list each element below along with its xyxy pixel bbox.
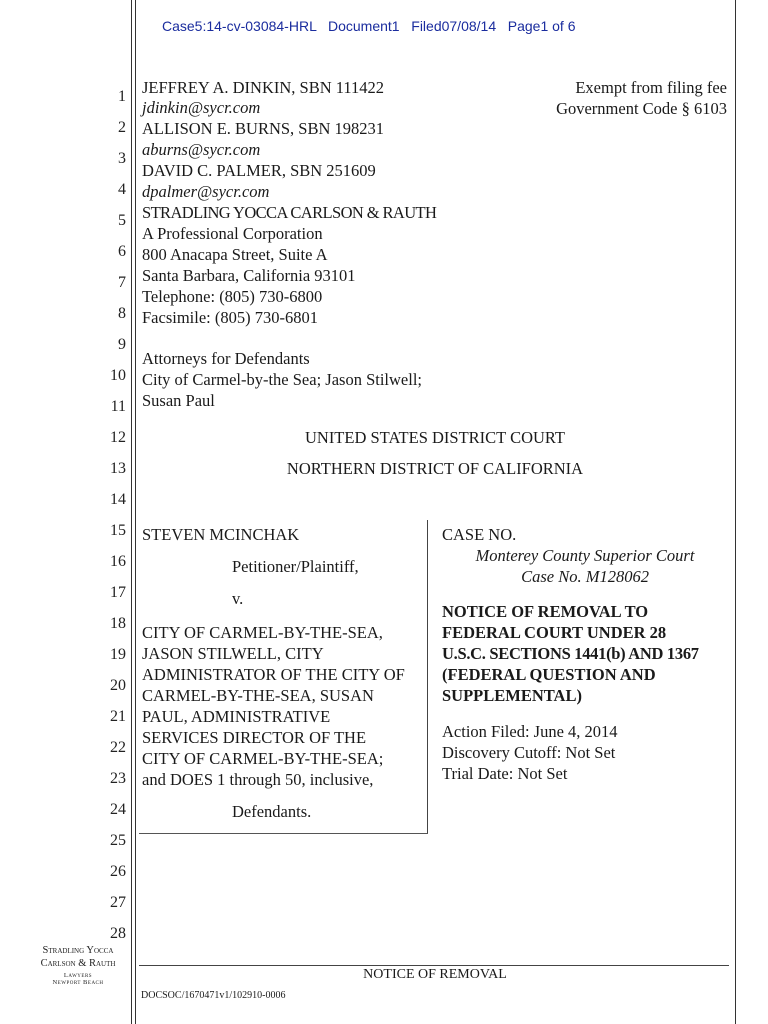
- plaintiff-role: Petitioner/Plaintiff,: [232, 557, 359, 576]
- line-number: 3: [118, 150, 126, 167]
- line-number: 4: [118, 181, 126, 198]
- firm-fax: Facsimile: (805) 730-6801: [142, 308, 318, 327]
- document-title-line: SUPPLEMENTAL): [442, 686, 582, 705]
- document-title-line: NOTICE OF REMOVAL TO: [442, 602, 649, 621]
- defendant-line: ADMINISTRATOR OF THE CITY OF: [142, 665, 405, 684]
- line-number: 23: [110, 770, 126, 787]
- clients-line-2: Susan Paul: [142, 391, 215, 410]
- counsel-name-1: JEFFREY A. DINKIN, SBN 111422: [142, 78, 385, 97]
- line-number: 24: [110, 801, 126, 818]
- line-number: 6: [118, 243, 126, 260]
- clients-line-1: City of Carmel-by-the Sea; Jason Stilwell;: [142, 370, 423, 389]
- court-district: NORTHERN DISTRICT OF CALIFORNIA: [286, 459, 584, 478]
- footer-rule: [139, 965, 729, 966]
- counsel-email-2: aburns@sycr.com: [142, 140, 261, 159]
- line-number: 21: [110, 708, 126, 725]
- plaintiff-name: STEVEN MCINCHAK: [142, 525, 300, 544]
- footer-title: NOTICE OF REMOVAL: [363, 967, 507, 982]
- footer-firm-line-2: Carlson & Rauth: [40, 958, 116, 969]
- line-number: 10: [110, 367, 126, 384]
- line-number: 27: [110, 894, 126, 911]
- firm-city: Santa Barbara, California 93101: [142, 266, 356, 285]
- superior-case-no: Case No. M128062: [521, 567, 649, 586]
- document-title-line: FEDERAL COURT UNDER 28: [442, 623, 667, 642]
- defendant-line: JASON STILWELL, CITY: [142, 644, 324, 663]
- counsel-name-2: ALLISON E. BURNS, SBN 198231: [142, 119, 385, 138]
- defendant-line: PAUL, ADMINISTRATIVE: [142, 707, 331, 726]
- document-title-line: (FEDERAL QUESTION AND: [442, 665, 656, 684]
- line-number: 17: [110, 584, 126, 601]
- discovery-cutoff: Discovery Cutoff: Not Set: [442, 743, 616, 762]
- defendant-line: SERVICES DIRECTOR OF THE: [142, 728, 367, 747]
- left-margin-rule: [131, 0, 132, 1024]
- defendant-line: CARMEL-BY-THE-SEA, SUSAN: [142, 686, 374, 705]
- line-number: 20: [110, 677, 126, 694]
- footer-doc-id: DOCSOC/1670471v1/102910-0006: [141, 990, 286, 1001]
- versus: v.: [232, 589, 244, 608]
- line-number: 25: [110, 832, 126, 849]
- line-number: 28: [110, 925, 126, 942]
- firm-corp: A Professional Corporation: [142, 224, 323, 243]
- footer-firm-city: Newport Beach: [52, 979, 104, 986]
- line-number: 13: [110, 460, 126, 477]
- defendant-line: CITY OF CARMEL-BY-THE-SEA,: [142, 623, 383, 642]
- line-number: 22: [110, 739, 126, 756]
- caption-divider: [427, 520, 428, 834]
- document-title-line: U.S.C. SECTIONS 1441(b) AND 1367: [442, 644, 699, 663]
- line-number: 26: [110, 863, 126, 880]
- counsel-name-3: DAVID C. PALMER, SBN 251609: [142, 161, 376, 180]
- action-filed: Action Filed: June 4, 2014: [442, 722, 618, 741]
- case-no-label: CASE NO.: [442, 525, 517, 544]
- line-number: 16: [110, 553, 126, 570]
- footer-firm-line-1: Stradling Yocca: [42, 945, 114, 956]
- firm-name: STRADLING YOCCA CARLSON & RAUTH: [142, 203, 437, 222]
- superior-court: Monterey County Superior Court: [475, 546, 695, 565]
- fee-exempt-line-1: Exempt from filing fee: [575, 78, 727, 97]
- line-number: 1: [118, 88, 126, 105]
- line-number: 19: [110, 646, 126, 663]
- line-number: 12: [110, 429, 126, 446]
- ecf-header: Case5:14-cv-03084-HRL Document1 Filed07/08/14 Page1 of 6: [162, 18, 576, 34]
- line-number: 9: [118, 336, 126, 353]
- caption-bottom-rule: [139, 833, 428, 834]
- court-name: UNITED STATES DISTRICT COURT: [304, 428, 565, 447]
- left-margin-rule-inner: [135, 0, 136, 1024]
- footer-firm-lawyers: Lawyers: [63, 972, 93, 979]
- line-number: 14: [110, 491, 126, 508]
- attorneys-for: Attorneys for Defendants: [142, 349, 310, 368]
- counsel-email-1: jdinkin@sycr.com: [142, 98, 261, 117]
- firm-phone: Telephone: (805) 730-6800: [142, 287, 323, 306]
- line-number: 5: [118, 212, 126, 229]
- line-number: 15: [110, 522, 126, 539]
- line-number: 8: [118, 305, 126, 322]
- counsel-email-3: dpalmer@sycr.com: [142, 182, 270, 201]
- line-number: 11: [110, 398, 126, 415]
- right-margin-rule: [735, 0, 736, 1024]
- line-number: 18: [110, 615, 126, 632]
- line-number: 2: [118, 119, 126, 136]
- firm-street: 800 Anacapa Street, Suite A: [142, 245, 328, 264]
- line-number: 7: [118, 274, 126, 291]
- fee-exempt-line-2: Government Code § 6103: [556, 99, 727, 118]
- defendants-role: Defendants.: [232, 802, 312, 821]
- defendant-line: and DOES 1 through 50, inclusive,: [142, 770, 374, 789]
- defendant-line: CITY OF CARMEL-BY-THE-SEA;: [142, 749, 384, 768]
- trial-date: Trial Date: Not Set: [442, 764, 568, 783]
